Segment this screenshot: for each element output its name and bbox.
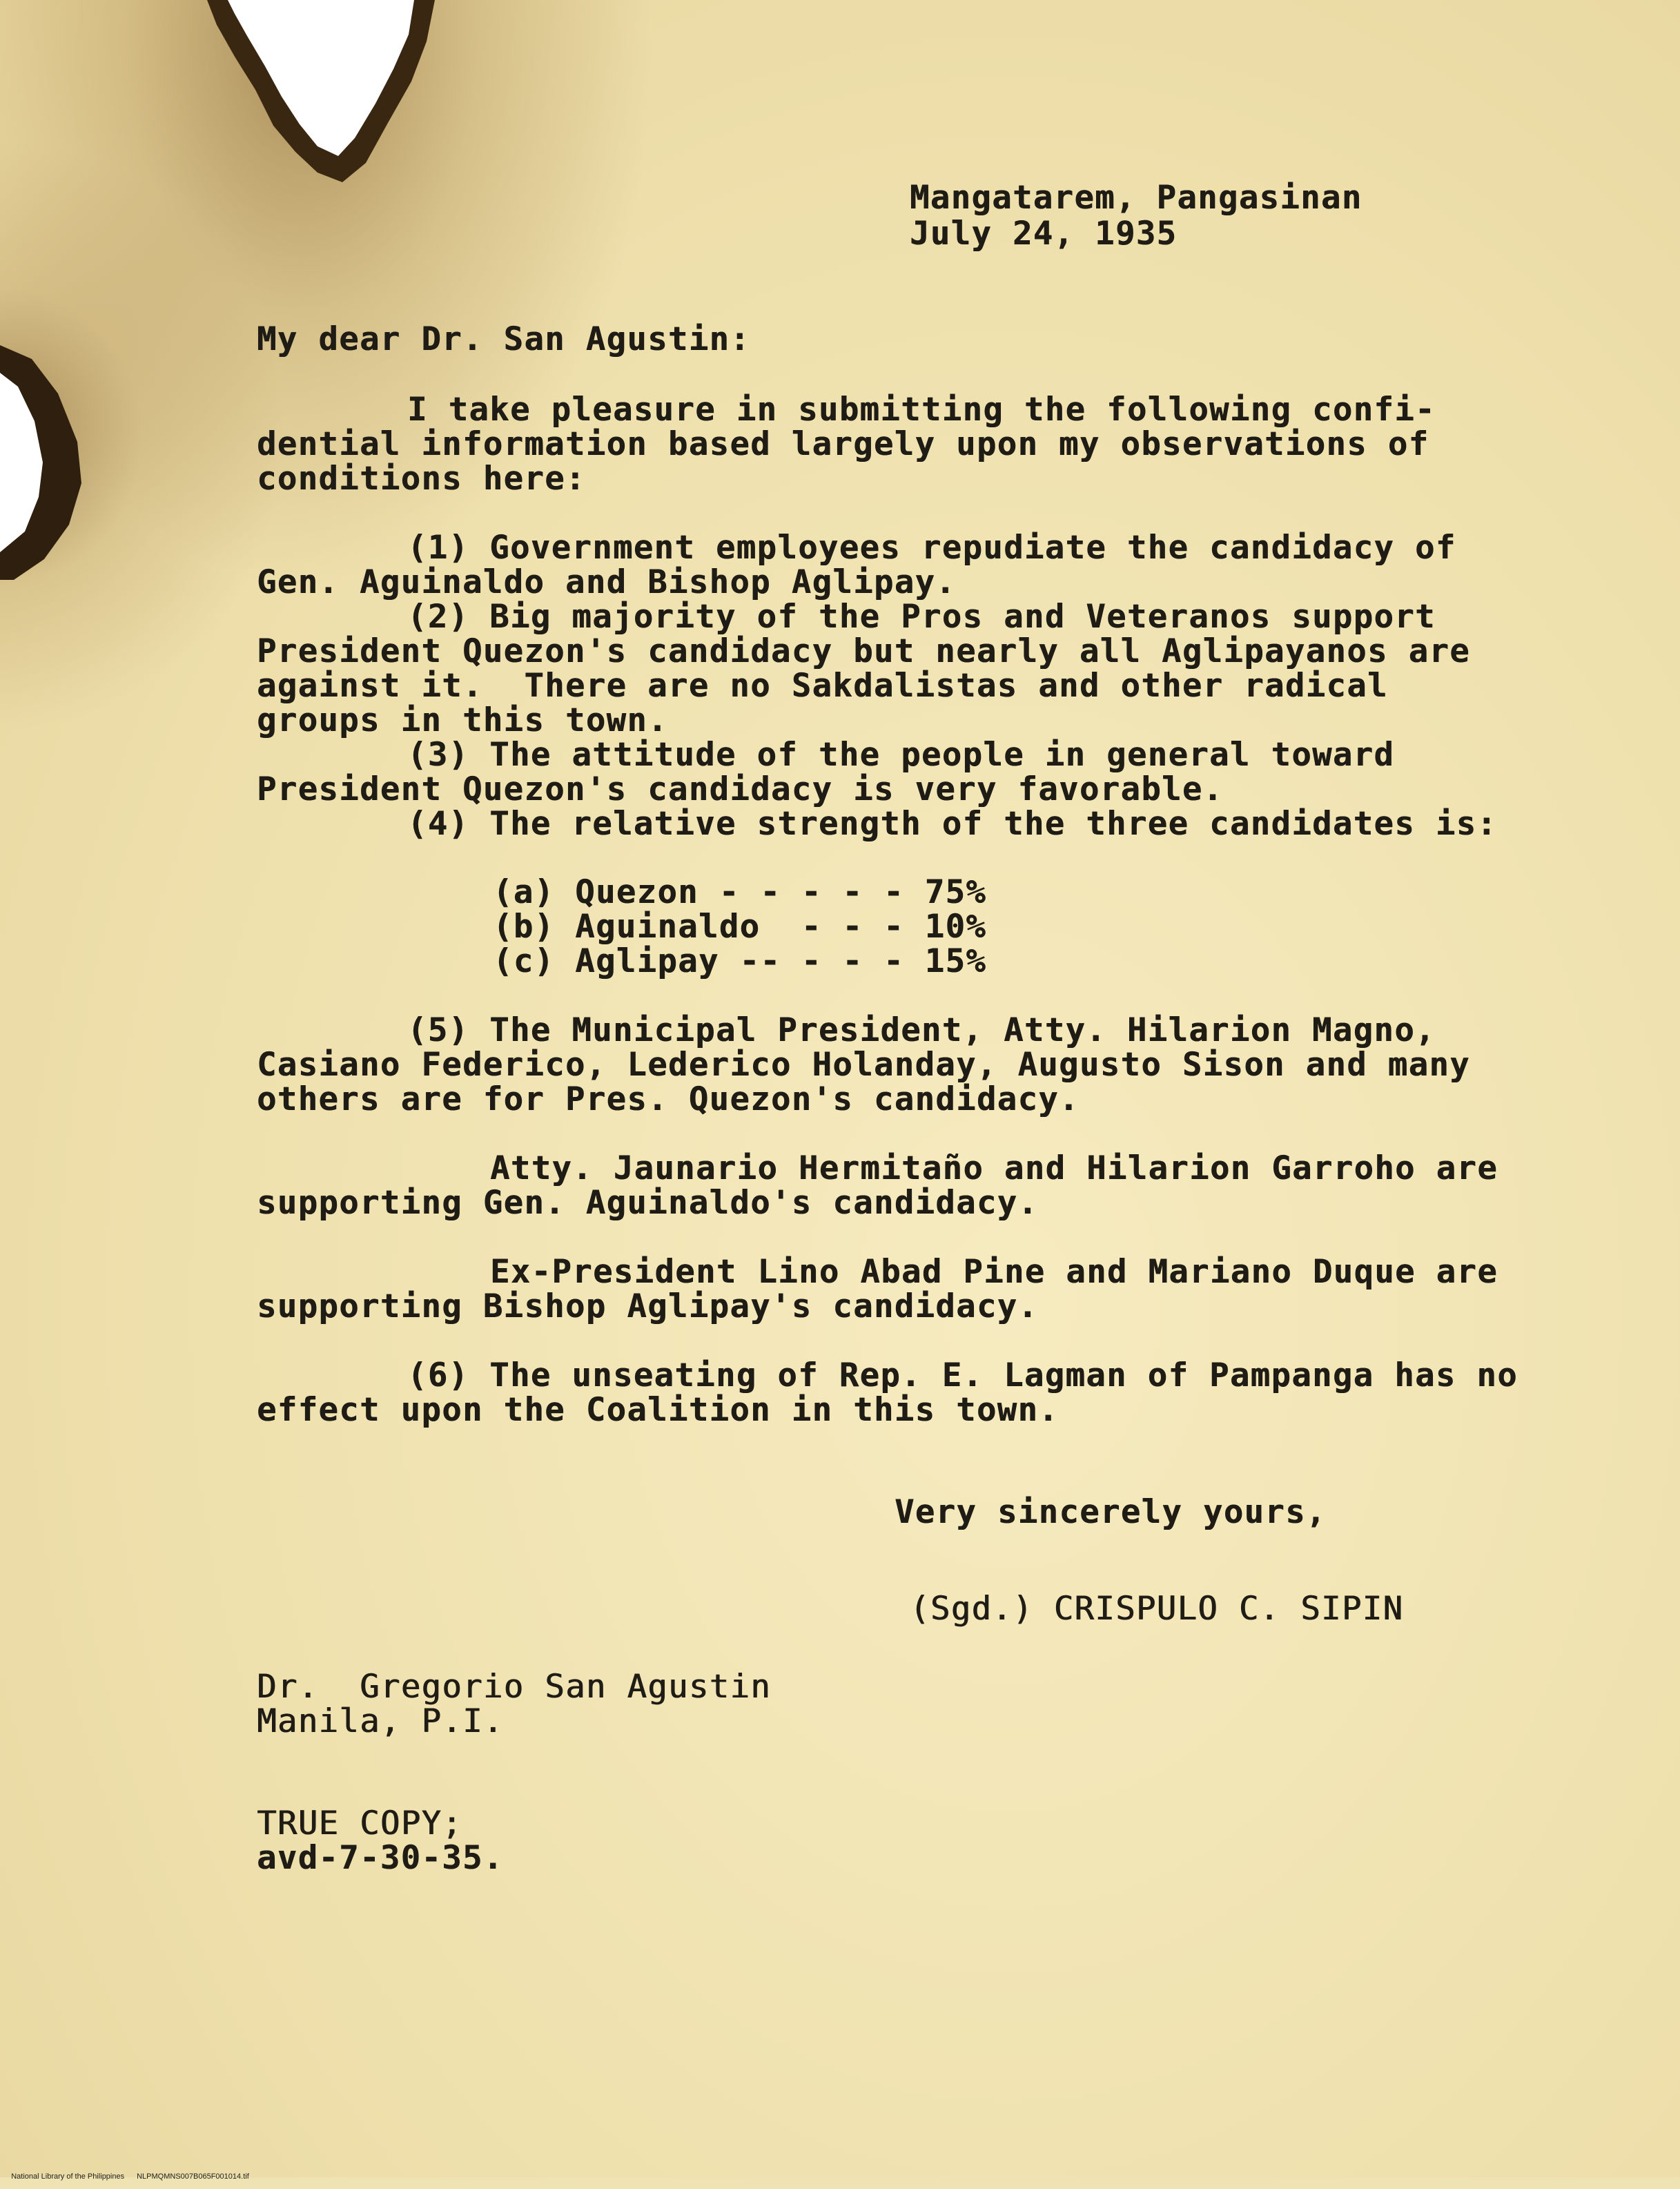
recipient-name: Dr. Gregorio San Agustin: [257, 1668, 771, 1706]
strength-quezon: (a) Quezon - - - - - 75%: [493, 873, 987, 911]
true-copy-reference: avd-7-30-35.: [257, 1839, 504, 1877]
item-1-line-2: Gen. Aguinaldo and Bishop Aglipay.: [257, 563, 957, 601]
burn-damage-left: [0, 345, 90, 580]
burn-damage-top: [207, 0, 435, 186]
letter-place: Mangatarem, Pangasinan: [910, 179, 1362, 217]
aguinaldo-supporters-line-1: Atty. Jaunario Hermitaño and Hilarion Garroho are: [490, 1149, 1498, 1187]
item-5-line-3: others are for Pres. Quezon's candidacy.: [257, 1080, 1080, 1118]
item-5-line-1: (5) The Municipal President, Atty. Hilarion Magno,: [407, 1011, 1436, 1049]
item-1-line-1: (1) Government employees repudiate the candidacy of: [407, 529, 1456, 567]
item-2-line-2: President Quezon's candidacy but nearly all Aglipayanos are: [257, 632, 1470, 670]
intro-line-2: dential information based largely upon my observations of: [257, 425, 1429, 463]
salutation: My dear Dr. San Agustin:: [257, 320, 751, 358]
strength-aglipay: (c) Aglipay -- - - - 15%: [493, 942, 987, 980]
intro-line-3: conditions here:: [257, 460, 586, 498]
library-name: National Library of the Philippines: [11, 2172, 125, 2181]
recipient-address: Manila, P.I.: [257, 1702, 504, 1740]
intro-line-1: I take pleasure in submitting the following confi-: [407, 391, 1436, 429]
aglipay-supporters-line-2: supporting Bishop Aglipay's candidacy.: [257, 1287, 1039, 1325]
item-3-line-2: President Quezon's candidacy is very favorable.: [257, 770, 1224, 808]
item-4-line: (4) The relative strength of the three candidates is:: [407, 805, 1498, 843]
item-5-line-2: Casiano Federico, Lederico Holanday, Augusto Sison and many: [257, 1046, 1470, 1084]
closing: Very sincerely yours,: [895, 1493, 1327, 1531]
item-2-line-3: against it. There are no Sakdalistas and other radical: [257, 667, 1388, 705]
aguinaldo-supporters-line-2: supporting Gen. Aguinaldo's candidacy.: [257, 1184, 1039, 1222]
letter-date: July 24, 1935: [910, 215, 1178, 253]
item-3-line-1: (3) The attitude of the people in general toward: [407, 736, 1395, 774]
item-2-line-4: groups in this town.: [257, 701, 668, 739]
aglipay-supporters-line-1: Ex-President Lino Abad Pine and Mariano Duque are: [490, 1253, 1498, 1291]
item-6-line-1: (6) The unseating of Rep. E. Lagman of Pampanga has no: [407, 1356, 1518, 1394]
item-6-line-2: effect upon the Coalition in this town.: [257, 1391, 1059, 1429]
archive-footer: [3, 2164, 262, 2189]
true-copy-label: TRUE COPY;: [257, 1804, 462, 1842]
signature: (Sgd.) CRISPULO C. SIPIN: [910, 1590, 1404, 1628]
strength-aguinaldo: (b) Aguinaldo - - - 10%: [493, 908, 987, 946]
item-2-line-1: (2) Big majority of the Pros and Veteranos support: [407, 598, 1436, 636]
file-name: NLPMQMNS007B065F001014.tif: [137, 2172, 249, 2181]
